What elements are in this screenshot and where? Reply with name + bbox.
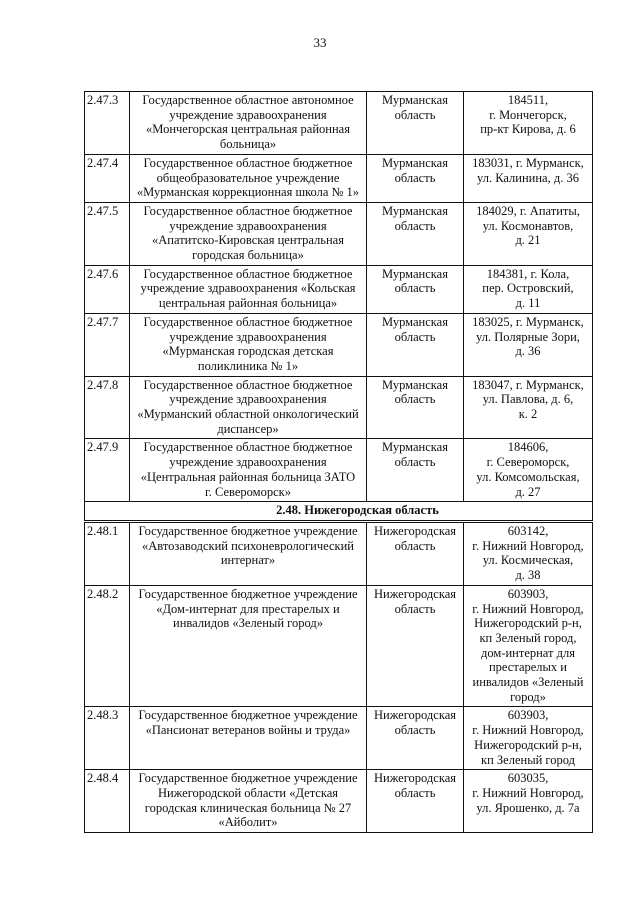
region-name: Нижегородская область (367, 770, 464, 833)
row-number: 2.48.2 (85, 585, 130, 707)
row-number: 2.47.6 (85, 265, 130, 313)
table-row (85, 439, 593, 502)
table-row (85, 521, 593, 585)
institution-address: 184606, г. Североморск, ул. Комсомольская, д. 27 (464, 439, 593, 502)
section-header-row (85, 502, 593, 522)
institution-address: 603903, г. Нижний Новгород, Нижегородский р-н, кп Зеленый город (464, 707, 593, 770)
institution-address: 184381, г. Кола, пер. Островский, д. 11 (464, 265, 593, 313)
region-name: Нижегородская область (367, 707, 464, 770)
institution-address: 183031, г. Мурманск, ул. Калинина, д. 36 (464, 154, 593, 202)
institutions-table-body (85, 92, 593, 833)
institution-address: 603142, г. Нижний Новгород, ул. Космическая, д. 38 (464, 521, 593, 585)
table-row (85, 202, 593, 265)
region-name: Мурманская область (367, 202, 464, 265)
row-number: 2.48.3 (85, 707, 130, 770)
institution-name: Государственное областное бюджетное учреждение здравоохранения «Мурманский областной онкологический диспансер» (130, 376, 367, 439)
institution-address: 603903, г. Нижний Новгород, Нижегородский р-н, кп Зеленый город, дом-интернат для престарелых и инвалидов «Зеленый город» (464, 585, 593, 707)
institution-address: 184029, г. Апатиты, ул. Космонавтов, д. 21 (464, 202, 593, 265)
row-number: 2.47.4 (85, 154, 130, 202)
region-name: Мурманская область (367, 376, 464, 439)
row-number: 2.47.3 (85, 92, 130, 155)
row-number: 2.47.5 (85, 202, 130, 265)
institution-address: 183025, г. Мурманск, ул. Полярные Зори, д. 36 (464, 313, 593, 376)
institution-name: Государственное областное бюджетное учреждение здравоохранения «Апатитско-Кировская центральная городская больница» (130, 202, 367, 265)
region-name: Нижегородская область (367, 585, 464, 707)
region-name: Мурманская область (367, 154, 464, 202)
table-row (85, 707, 593, 770)
institution-name: Государственное областное бюджетное общеобразовательное учреждение «Мурманская коррекционная школа № 1» (130, 154, 367, 202)
row-number: 2.47.7 (85, 313, 130, 376)
section-title: 2.48. Нижегородская область (85, 502, 593, 522)
region-name: Мурманская область (367, 92, 464, 155)
row-number: 2.47.8 (85, 376, 130, 439)
table-row (85, 265, 593, 313)
region-name: Мурманская область (367, 439, 464, 502)
region-name: Нижегородская область (367, 521, 464, 585)
institution-name: Государственное областное автономное учреждение здравоохранения «Мончегорская центральная районная больница» (130, 92, 367, 155)
institutions-table (84, 91, 593, 833)
institution-name: Государственное областное бюджетное учреждение здравоохранения «Кольская центральная районная больница» (130, 265, 367, 313)
institution-name: Государственное бюджетное учреждение «Пансионат ветеранов войны и труда» (130, 707, 367, 770)
table-row (85, 770, 593, 833)
institution-address: 184511, г. Мончегорск, пр-кт Кирова, д. 6 (464, 92, 593, 155)
institution-name: Государственное бюджетное учреждение «Дом-интернат для престарелых и инвалидов «Зеленый город» (130, 585, 367, 707)
institution-name: Государственное бюджетное учреждение Нижегородской области «Детская городская клиническая больница № 27 «Айболит» (130, 770, 367, 833)
table-row (85, 92, 593, 155)
row-number: 2.48.4 (85, 770, 130, 833)
region-name: Мурманская область (367, 265, 464, 313)
row-number: 2.48.1 (85, 521, 130, 585)
table-row (85, 313, 593, 376)
institution-address: 603035, г. Нижний Новгород, ул. Ярошенко, д. 7а (464, 770, 593, 833)
institution-name: Государственное бюджетное учреждение «Автозаводский психоневрологический интернат» (130, 521, 367, 585)
institution-address: 183047, г. Мурманск, ул. Павлова, д. 6, к. 2 (464, 376, 593, 439)
table-row (85, 585, 593, 707)
table-row (85, 376, 593, 439)
region-name: Мурманская область (367, 313, 464, 376)
row-number: 2.47.9 (85, 439, 130, 502)
institution-name: Государственное областное бюджетное учреждение здравоохранения «Центральная районная больница ЗАТО г. Североморск» (130, 439, 367, 502)
page-number: 33 (313, 35, 327, 50)
institution-name: Государственное областное бюджетное учреждение здравоохранения «Мурманская городская детская поликлиника № 1» (130, 313, 367, 376)
table-row (85, 154, 593, 202)
